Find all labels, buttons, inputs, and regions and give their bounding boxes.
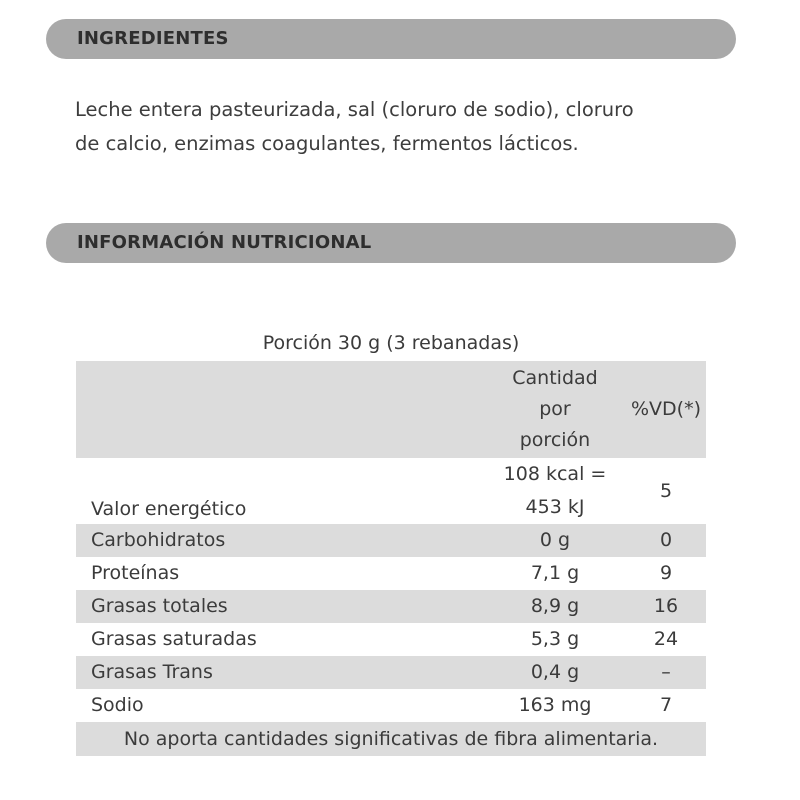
nutrient-quantity: 8,9 g — [484, 590, 626, 623]
nutrient-quantity: 163 mg — [518, 694, 592, 716]
energy-label: Valor energético — [91, 498, 247, 520]
header-quantity-line-3: porción — [519, 429, 591, 451]
ingredients-line-2: de calcio, enzimas coagulantes, fermentos lácticos. — [75, 132, 579, 155]
table-header-row — [76, 361, 706, 458]
nutrient-daily-value: 9 — [659, 562, 673, 584]
nutrient-daily-value: 0 — [626, 524, 706, 557]
table-row — [76, 656, 706, 689]
nutrient-name: Sodio — [91, 694, 144, 716]
table-row — [76, 557, 706, 590]
nutrient-daily-value: 16 — [626, 590, 706, 623]
header-quantity-line-2: por — [539, 398, 571, 420]
portion-size: Porción 30 g (3 rebanadas) — [262, 332, 520, 354]
energy-quantity — [484, 458, 626, 524]
nutrient-name: Carbohidratos — [76, 524, 484, 557]
table-row — [76, 590, 706, 623]
nutrient-quantity: 0,4 g — [484, 656, 626, 689]
header-daily-value: %VD(*) — [626, 361, 706, 458]
energy-daily-value: 5 — [659, 480, 673, 502]
ingredients-text — [75, 93, 745, 161]
footnote-text: No aporta cantidades significativas de fibra alimentaria. — [76, 722, 706, 756]
nutrient-quantity: 5,3 g — [530, 628, 580, 650]
header-empty-cell — [76, 361, 484, 458]
nutrition-table — [76, 361, 706, 756]
nutrient-name: Grasas Trans — [76, 656, 484, 689]
nutrient-daily-value: 7 — [659, 694, 673, 716]
nutrient-name: Grasas saturadas — [91, 628, 257, 650]
nutrient-daily-value: – — [626, 656, 706, 689]
nutrient-daily-value: 24 — [653, 628, 679, 650]
table-row — [76, 623, 706, 656]
header-quantity-line-1: Cantidad — [512, 367, 598, 389]
nutrient-quantity: 0 g — [484, 524, 626, 557]
nutrient-name: Proteínas — [91, 562, 180, 584]
footnote-row — [76, 722, 706, 756]
nutrition-heading: INFORMACIÓN NUTRICIONAL — [46, 223, 736, 263]
table-row — [76, 689, 706, 722]
energy-quantity-line-2: 453 kJ — [525, 496, 585, 518]
nutrient-name: Grasas totales — [76, 590, 484, 623]
nutrient-quantity: 7,1 g — [530, 562, 580, 584]
table-row — [76, 524, 706, 557]
table-row — [76, 458, 706, 524]
ingredients-heading: INGREDIENTES — [46, 19, 736, 59]
energy-quantity-line-1: 108 kcal = — [503, 463, 607, 485]
header-quantity — [484, 361, 626, 458]
ingredients-line-1: Leche entera pasteurizada, sal (cloruro de sodio), cloruro — [75, 98, 634, 121]
